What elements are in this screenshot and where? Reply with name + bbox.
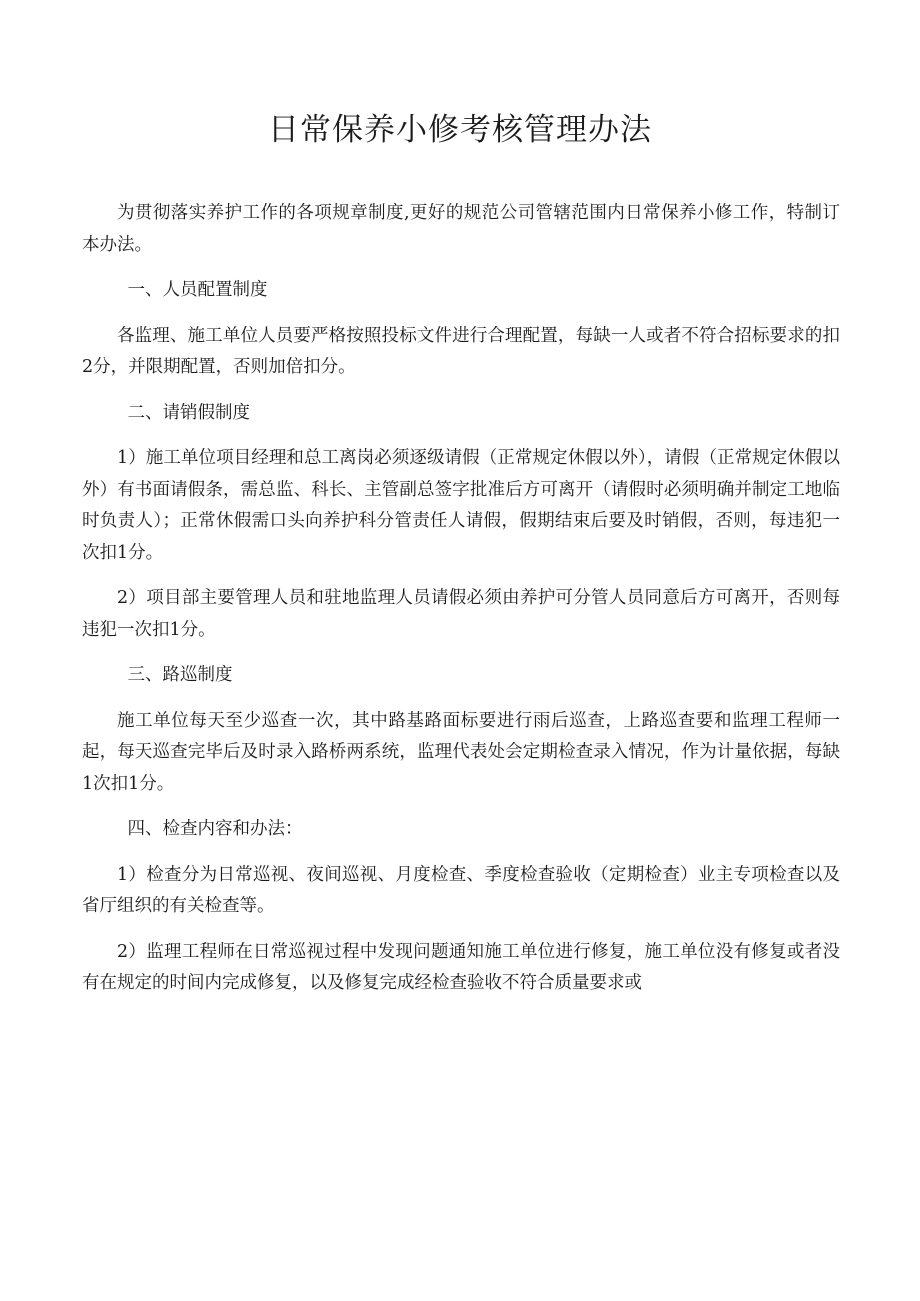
section-heading-4: 四、检查内容和办法： — [127, 819, 303, 839]
section-2-item-1: 1）施工单位项目经理和总工离岗必须逐级请假（正常规定休假以外），请假（正常规定休假以外）有书面请假条，需总监、科长、主管副总签字批准后方可离开（请假时必须明确并制定工地临时负责人）；正常休假需口头向养护科分管责任人请假，假期结束后要及时销假，否则，每违犯一次扣1分。 — [82, 448, 840, 563]
section-4-item-2: 2）监理工程师在日常巡视过程中发现问题通知施工单位进行修复，施工单位没有修复或者没有在规定的时间内完成修复，以及修复完成经检查验收不符合质量要求或 — [82, 941, 840, 993]
section-heading-3: 三、路巡制度 — [127, 665, 233, 685]
section-heading-2: 二、请销假制度 — [127, 402, 250, 423]
intro-paragraph: 为贯彻落实养护工作的各项规章制度,更好的规范公司管辖范围内日常保养小修工作，特制订本办法。 — [82, 203, 840, 255]
section-heading-1: 一、人员配置制度 — [127, 280, 268, 300]
section-2-item-2: 2）项目部主要管理人员和驻地监理人员请假必须由养护可分管人员同意后方可离开，否则每违犯一次扣1分。 — [82, 588, 840, 640]
section-4-item-1: 1）检查分为日常巡视、夜间巡视、月度检查、季度检查验收（定期检查）业主专项检查以及省厅组织的有关检查等。 — [82, 864, 840, 916]
section-3-paragraph: 施工单位每天至少巡查一次，其中路基路面标要进行雨后巡查，上路巡查要和监理工程师一起，每天巡查完毕后及时录入路桥两系统，监理代表处会定期检查录入情况，作为计量依据，每缺1次扣1分。 — [82, 710, 840, 794]
section-1-paragraph: 各监理、施工单位人员要严格按照投标文件进行合理配置，每缺一人或者不符合招标要求的扣2分，并限期配置，否则加倍扣分。 — [82, 325, 840, 377]
document-title: 日常保养小修考核管理办法 — [268, 112, 652, 148]
document-body — [82, 198, 840, 1014]
